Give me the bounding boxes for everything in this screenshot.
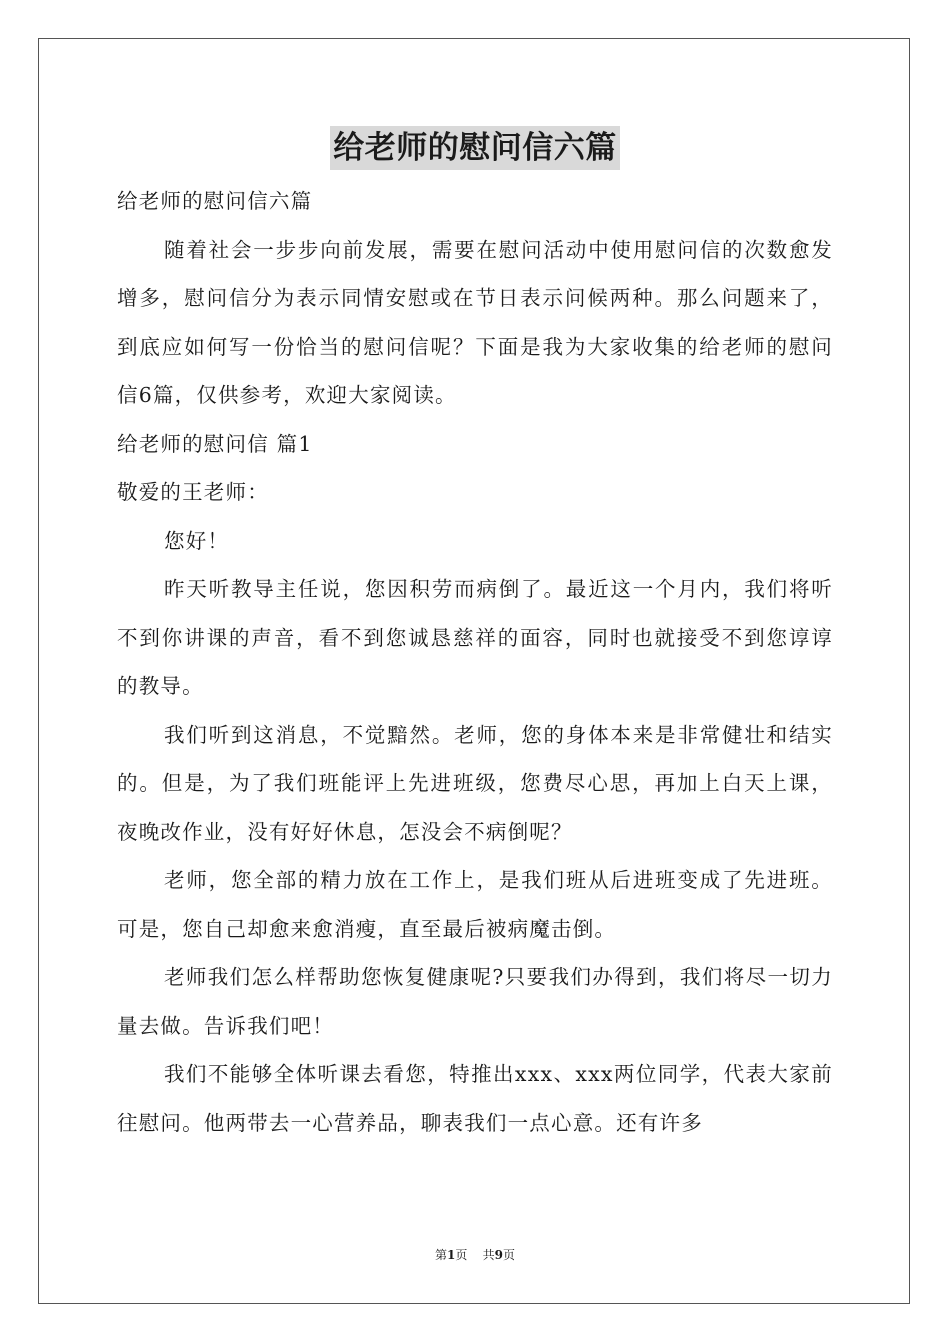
page-number: 1	[446, 1248, 456, 1262]
document-body	[117, 177, 833, 1147]
body-paragraph: 昨天听教导主任说，您因积劳而病倒了。最近这一个月内，我们将听不到你讲课的声音，看不到您诚恳慈祥的面容，同时也就接受不到您谆谆的教导。	[117, 577, 833, 698]
section-heading: 给老师的慰问信 篇1	[117, 431, 313, 456]
document-title: 给老师的慰问信六篇	[330, 126, 620, 170]
body-paragraph: 我们听到这消息，不觉黯然。老师，您的身体本来是非常健壮和结实的。但是，为了我们班能评上先进班级，您费尽心思，再加上白天上课，夜晚改作业，没有好好休息，怎没会不病倒呢？	[117, 722, 833, 844]
page-footer	[0, 1247, 950, 1263]
salutation: 敬爱的王老师：	[117, 480, 269, 504]
body-paragraph: 我们不能够全体听课去看您，特推出xxx、xxx两位同学，代表大家前往慰问。他两带去一心营养品，聊表我们一点心意。还有许多	[117, 1062, 833, 1135]
page-suffix: 页	[455, 1248, 468, 1262]
total-suffix: 页	[503, 1248, 516, 1262]
greeting: 您好！	[164, 528, 230, 553]
total-pages: 9	[494, 1248, 503, 1262]
total-prefix: 共	[482, 1248, 495, 1262]
body-paragraph: 老师，您全部的精力放在工作上，是我们班从后进班变成了先进班。可是，您自己却愈来愈消瘦，直至最后被病魔击倒。	[117, 868, 833, 941]
body-paragraph: 老师我们怎么样帮助您恢复健康呢?只要我们办得到，我们将尽一切力量去做。告诉我们吧！	[117, 965, 833, 1038]
intro-paragraph: 随着社会一步步向前发展，需要在慰问活动中使用慰问信的次数愈发增多，慰问信分为表示同情安慰或在节日表示问候两种。那么问题来了，到底应如何写一份恰当的慰问信呢？下面是我为大家收集的给老师的慰问信6篇，仅供参考，欢迎大家阅读。	[117, 237, 833, 407]
subtitle-paragraph: 给老师的慰问信六篇	[117, 189, 313, 213]
page-prefix: 第	[434, 1248, 447, 1262]
title-wrap	[0, 126, 950, 170]
